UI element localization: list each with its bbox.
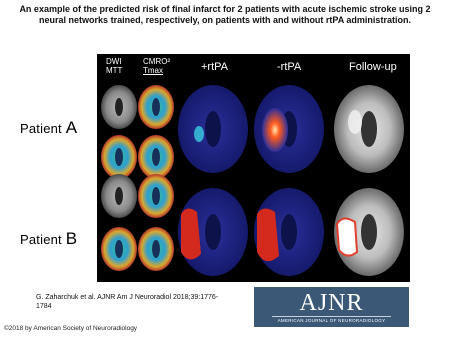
stroke-prediction-figure [97,54,410,282]
ajnr-logo [254,287,409,327]
figure-image [97,54,410,282]
column-header-follow-up: Follow-up [349,61,397,73]
column-header-rtpa-plus: +rtPA [201,61,229,73]
input-labels-right: CMRO² Tmax [143,57,171,75]
citation: G. Zaharchuk et al. AJNR Am J Neuroradiol 2018;39:1776-1784 [36,294,219,310]
patient-b-label: Patient B [20,229,78,248]
copyright: ©2018 by American Society of Neuroradiology [4,325,138,332]
logo-divider [272,316,391,317]
slide-title: An example of the predicted risk of final infarct for 2 patients with acute ischemic stroke using 2 neural networks trained, respectively, on patients with and without rtPA administration. [19,4,431,25]
logo-subtitle: AMERICAN JOURNAL OF NEURORADIOLOGY [277,318,386,323]
patient-b-row [101,174,404,276]
logo-text: AJNR [299,290,364,316]
input-labels-left: DWI MTT [106,57,123,75]
patient-a-row [101,85,404,179]
column-header-rtpa-minus: -rtPA [277,61,302,73]
patient-a-label: Patient A [20,118,78,137]
